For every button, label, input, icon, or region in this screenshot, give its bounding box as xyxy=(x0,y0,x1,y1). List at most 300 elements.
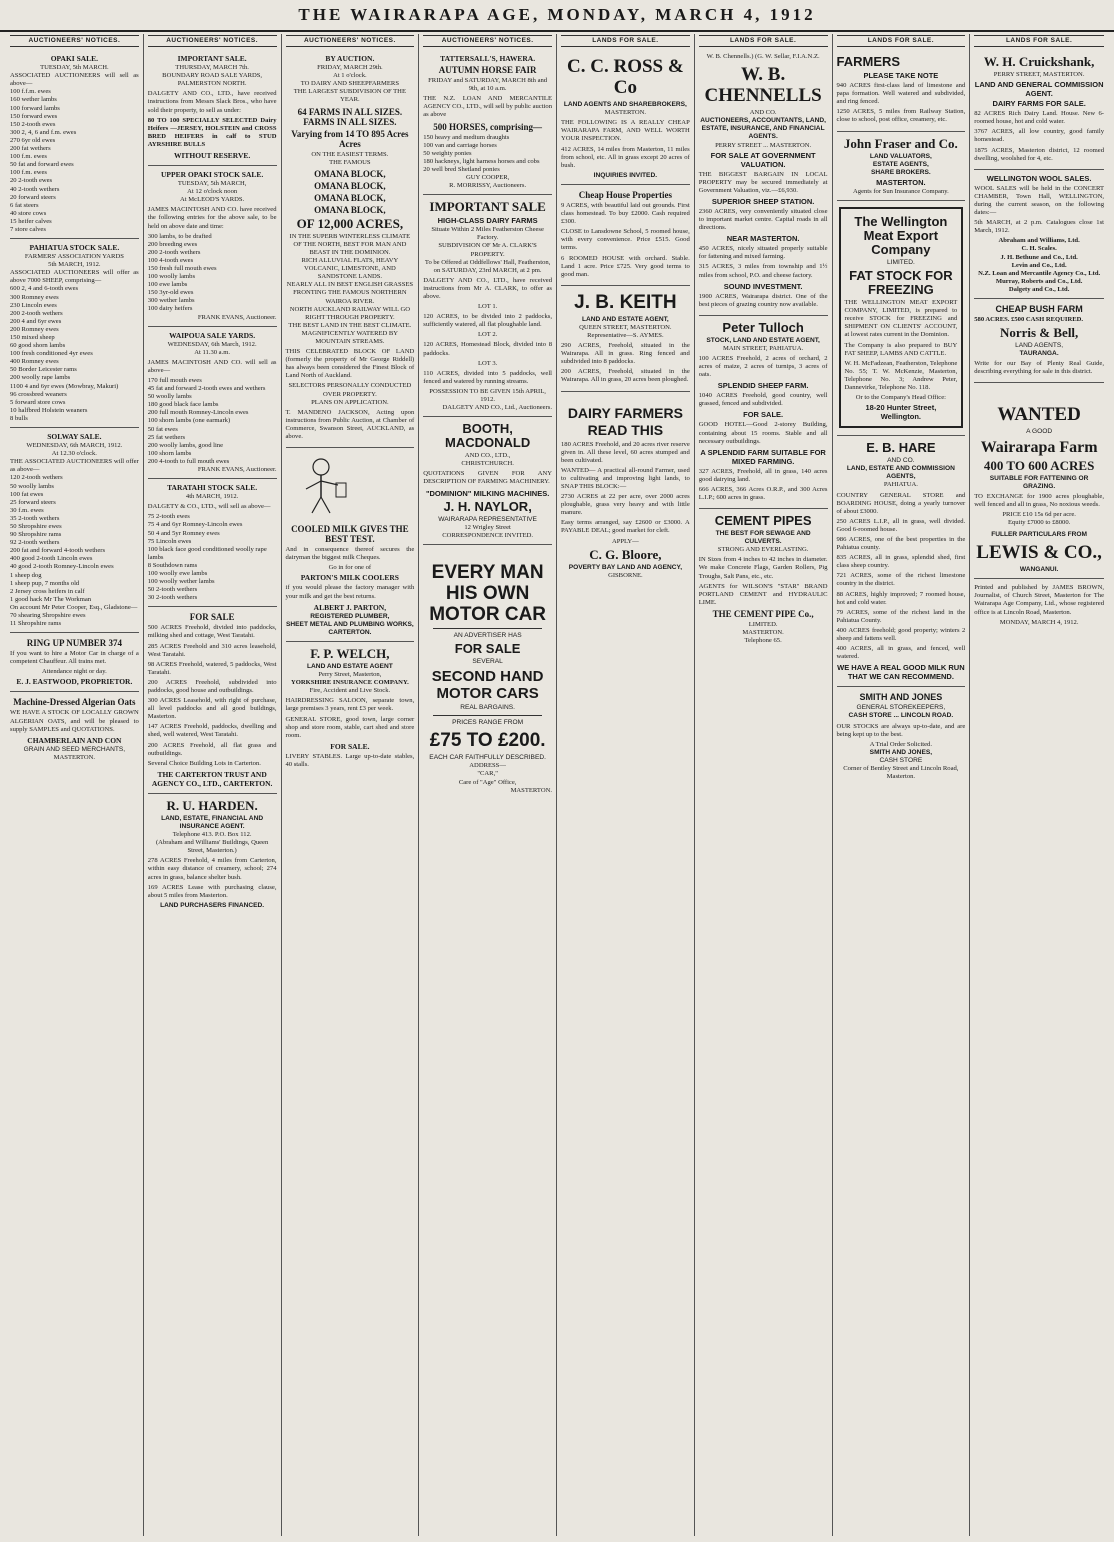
ad-line: AND CO., LTD., xyxy=(464,452,511,460)
ad-line: HIGH-CLASS DAIRY FARMS xyxy=(437,216,538,226)
ad-line: WITHOUT RESERVE. xyxy=(173,151,251,161)
ad-farmers-please-take-note xyxy=(837,50,966,131)
ad-line: 8 bulls xyxy=(10,414,28,422)
ad-line: 120 2-tooth wethers xyxy=(10,474,63,482)
column-header: AUCTIONEERS' NOTICES. xyxy=(148,35,277,47)
ad-line: At 11.30 a.m. xyxy=(194,348,231,356)
ad-line: if you would please the factory manager with your milk and get the best returns. xyxy=(285,584,415,600)
ad-line: SHEET METAL AND PLUMBING WORKS, CARTERTON. xyxy=(286,620,414,636)
ad-line: Several Choice Building Lots in Carterton. xyxy=(147,759,261,767)
ad-title: DAIRY FARMERS READ THIS xyxy=(567,404,683,438)
ad-line: 1 sheep dog xyxy=(10,571,42,579)
ad-line: GOOD HOTEL—Good 2-storey Building, containing about 15 rooms. Stable and all necessary outbuildings. xyxy=(698,421,828,445)
ad-line: 285 ACRES Freehold and 310 acres leasehold, West Taratahi. xyxy=(147,642,277,658)
ad-line: IN THE SUPERB WINTERLESS CLIMATE OF THE NORTH, BEST FOR MAN AND BEAST IN THE DOMINION. xyxy=(289,232,411,256)
ad-line: 18-20 Hunter Street, Wellington. xyxy=(865,403,937,422)
ad-line: FOR SALE xyxy=(454,640,521,656)
ad-line: JAMES MACINTOSH AND CO. will sell as above— xyxy=(147,358,277,374)
ad-line: PLANS ON APPLICATION. xyxy=(311,398,389,406)
ad-line: Dalgety and Co., Ltd. xyxy=(1008,285,1070,293)
ad-line: Write for our Bay of Plenty Real Guide, describing everything for sale in this district. xyxy=(974,360,1104,376)
ad-title: FARMERS xyxy=(836,54,901,70)
ad-line: LAND PURCHASERS FINANCED. xyxy=(160,901,265,909)
ad-line: MAIN STREET, PAHIATUA. xyxy=(723,344,804,352)
ad-line: WE HAVE A REAL GOOD MILK RUN THAT WE CAN RECOMMEND. xyxy=(837,663,965,682)
ad-line: REGISTERED PLUMBER, xyxy=(310,612,390,620)
ad-line: ASSOCIATED AUCTIONEERS will offer as above 7000 SHEEP, comprising— xyxy=(10,269,139,285)
ad-line: QUEEN STREET, MASTERTON. xyxy=(579,323,672,331)
ad-line: NEAR MASTERTON. xyxy=(726,234,800,244)
ad-line: 200 full mouth Romney-Lincoln ewes xyxy=(147,409,249,417)
ad-line: THE WELLINGTON MEAT EXPORT COMPANY, LIMITED, is prepared to receive STOCK for FREEZING and SHIPMENT ON CLIENTS' ACCOUNT, at lowest rates current in the Dominion. xyxy=(844,299,958,339)
ad-line: Murray, Roberts and Co., Ltd. xyxy=(995,277,1083,285)
ad-line: 15 heifer calves xyxy=(10,217,52,225)
ad-title: BOOTH, MACDONALD xyxy=(445,421,531,451)
column-header: LANDS FOR SALE. xyxy=(699,35,828,47)
ad-line: 100 f.m. ewes xyxy=(10,169,47,177)
ad-line: At 12 o'clock noon xyxy=(187,188,238,196)
ad-line: NORTH AUCKLAND RAILWAY WILL GO RIGHT THROUGH PROPERTY. xyxy=(289,305,410,321)
ad-line: "CAR," xyxy=(477,770,498,778)
ad-john-fraser xyxy=(837,132,966,201)
ad-line: GISBORNE. xyxy=(608,571,643,579)
ad-line: CASH STORE ... LINCOLN ROAD. xyxy=(848,712,954,720)
ad-line: THE ASSOCIATED AUCTIONEERS will offer as above— xyxy=(10,458,139,474)
column-8 xyxy=(970,34,1108,1536)
ad-line: 120 ACRES, Homestead Block, divided into 8 paddocks. xyxy=(423,341,552,357)
ad-line: 100 woolly ewe lambs xyxy=(147,569,208,577)
ad-line: 180 hackneys, light harness horses and cobs xyxy=(423,157,540,165)
ad-line: 290 ACRES, Freehold, situated in the Wairarapa. All in grass. Ring fenced and subdivided into 8 paddocks. xyxy=(561,342,690,366)
ad-line: PRICES RANGE FROM xyxy=(452,719,524,727)
ad-line: C. G. Bloore, xyxy=(589,546,662,562)
ad-title: WANTED xyxy=(997,404,1081,426)
ad-line: THE N.Z. LOAN AND MERCANTILE AGENCY CO., LTD., will sell by public auction as above xyxy=(423,95,552,119)
ad-wellington-wool-sales xyxy=(974,170,1104,299)
ad-line: SPLENDID SHEEP FARM. xyxy=(717,381,809,391)
ad-line: GENERAL STOREKEEPERS, xyxy=(856,704,946,712)
ad-line: Corner of Bentley Street and Lincoln Road, Masterton. xyxy=(843,764,959,781)
ad-line: W. H. McFadzean, Featherston, Telephone No. 55; T. W. McKenzie, Masterton, Telephone No. 3; Andrew Peter, Dannevirke, Telephone No. 118. xyxy=(844,359,958,391)
column-7 xyxy=(833,34,971,1536)
ad-line: DALGETY & CO., LTD., will sell as above— xyxy=(147,503,271,511)
ad-line: 100 f.f.m. ewes xyxy=(10,88,51,96)
ad-line: FRONTING THE FAMOUS NORTHERN WAIROA RIVER. xyxy=(293,289,407,305)
ad-title: CEMENT PIPES xyxy=(714,513,812,529)
ad-line: 100 f.m. ewes xyxy=(10,153,47,161)
ad-line: SEVERAL xyxy=(472,657,503,665)
ad-line: 412 ACRES, 14 miles from Masterton, 11 miles from school, etc. All in grass except 20 acres of bush. xyxy=(561,145,690,169)
ad-line: Agents for Sun Insurance Company. xyxy=(853,187,949,195)
ad-line: AUTUMN HORSE FAIR xyxy=(438,65,537,76)
ad-line: 120 ACRES, to be divided into 2 paddocks, sufficiently watered, all flat ploughable land. xyxy=(423,313,552,329)
ad-title: John Fraser and Co. xyxy=(843,135,958,151)
ad-title: C. C. ROSS & Co xyxy=(567,56,684,99)
ad-line: 20 2-tooth ewes xyxy=(10,177,53,185)
ad-title: SOLWAY SALE. xyxy=(47,432,102,442)
ad-title: COOLED MILK GIVES THE BEST TEST. xyxy=(291,524,409,545)
ad-line: PRICE £10 15s 6d per acre. xyxy=(1002,510,1076,518)
ad-title: WELLINGTON WOOL SALES. xyxy=(986,173,1092,183)
ad-line: 5th MARCH, 1912. xyxy=(48,261,101,269)
ad-important-sale xyxy=(148,50,277,166)
ad-line: 60 good shorn lambs xyxy=(10,342,66,350)
ad-line: 7 store calves xyxy=(10,225,46,233)
ad-line: THE CARTERTON TRUST AND AGENCY CO., LTD., CARTERTON. xyxy=(151,769,273,788)
ad-line: MASTERTON. xyxy=(742,629,784,637)
ad-line: 50 Border Leicester rams xyxy=(10,366,77,374)
ad-line: 200 ACRES Freehold, subdivided into paddocks, good house and outbuildings. xyxy=(147,678,277,694)
ad-booth-macdonald xyxy=(423,417,552,545)
ad-line: R. MORRISSY, Auctioneers. xyxy=(449,182,527,190)
ad-line: 2 Jersey cross heifers in calf xyxy=(10,587,85,595)
ad-title: IMPORTANT SALE. xyxy=(177,54,247,64)
ad-line: 90 Shropshire rams xyxy=(10,531,62,539)
ad-line: LAND, ESTATE AND COMMISSION AGENTS, xyxy=(846,465,955,481)
boxed-ad xyxy=(839,207,964,428)
ad-line: At 12.30 o'clock. xyxy=(51,450,97,458)
ad-line: DALGETY AND CO., LTD., have received instructions from Mr A. CLARK, to offer as above. xyxy=(423,276,552,300)
ad-line: NEARLY ALL IN BEST ENGLISH GRASSES xyxy=(286,281,414,289)
ad-line: Fire, Accident and Live Stock. xyxy=(309,687,391,695)
ad-line: LAND AGENTS AND SHAREBROKERS, xyxy=(563,101,687,109)
imprint-date: MONDAY, MARCH 4, 1912. xyxy=(999,618,1079,626)
ad-line: 3767 ACRES, all low country, good family homestead. xyxy=(974,128,1104,144)
ad-line: 1040 ACRES Freehold, good country, well grassed, fenced and subdivided. xyxy=(698,392,828,408)
column-header: LANDS FOR SALE. xyxy=(837,35,966,47)
ad-waipoua-sale-yards xyxy=(148,327,277,480)
ad-line: £75 TO £200. xyxy=(429,730,546,752)
ad-cc-ross xyxy=(561,50,690,185)
ad-line: 721 ACRES, some of the richest limestone country in the district. xyxy=(836,572,966,588)
ad-wellington-meat-export xyxy=(837,201,966,436)
ad-line: 25 fat wethers xyxy=(147,433,186,441)
ad-line: FRANK EVANS, Auctioneer. xyxy=(197,313,277,321)
ad-line: 100 4-tooth ewes xyxy=(147,256,194,264)
ad-line: 50 fat ewes xyxy=(147,425,178,433)
ad-line: 40 store cows xyxy=(10,209,47,217)
ad-pahiatua-stock-sale xyxy=(10,239,139,428)
ad-line: YORKSHIRE INSURANCE COMPANY. xyxy=(290,679,409,687)
ad-line: 200 ACRES Freehold, all flat grass and outbuildings. xyxy=(147,741,277,757)
ad-line: 300 ACRES Leasehold, with right of purchase, all level paddocks and all good buildings, Masterton. xyxy=(147,697,277,721)
ad-line: 100 shorn lambs (one earmark) xyxy=(147,417,231,425)
ad-line: TUESDAY, 5th MARCH, xyxy=(177,180,247,188)
ad-line: N.Z. Loan and Mercantile Agency Co., Ltd. xyxy=(978,269,1101,277)
ad-line: MASTERTON. xyxy=(53,753,96,761)
ad-line: STRONG AND EVERLASTING. xyxy=(717,546,809,554)
ad-line: AN ADVERTISER HAS xyxy=(453,631,522,639)
ad-line: 169 ACRES Lease with purchasing clause, about 5 miles from Masterton. xyxy=(147,883,277,899)
column-header: LANDS FOR SALE. xyxy=(974,35,1104,47)
ad-line: 160 wether lambs xyxy=(10,96,57,104)
ad-line: 50 2-tooth wethers xyxy=(147,586,198,594)
ad-eb-hare xyxy=(837,436,966,687)
ad-line: THE BEST LAND IN THE BEST CLIMATE. xyxy=(288,321,412,329)
ad-line: 100 woolly lambs xyxy=(147,273,196,281)
ad-line: 200 4 and 6yr ewes xyxy=(10,317,62,325)
ad-line: 250 ACRES L.I.P., all in grass, well divided. Good 6-roomed house. xyxy=(836,517,966,533)
ad-title: Machine-Dressed Algerian Oats xyxy=(13,697,136,708)
ad-line: J. H. NAYLOR, xyxy=(443,498,532,514)
ad-line: WANGANUI. xyxy=(1019,566,1059,574)
ad-line: 1 sheep pup, 7 months old xyxy=(10,579,80,587)
ad-ru-harden xyxy=(148,794,277,914)
ad-wh-cruickshank xyxy=(974,50,1104,170)
ad-line: 9 ACRES, with beautiful laid out grounds. First class homestead. To buy £2000. Cash required £300. xyxy=(561,201,690,226)
ad-line: ADDRESS— xyxy=(469,762,506,770)
ad-line: ESTATE AGENTS, xyxy=(872,160,929,168)
ad-line: C. H. Scales. xyxy=(1021,245,1057,253)
ad-line: 200 ACRES, Freehold, situated in the Wairarapa. All in grass, 20 acres been ploughed. xyxy=(561,368,690,384)
ad-body xyxy=(10,253,139,423)
ad-line: (Abraham and Williams' Buildings, Queen Street, Masterton.) xyxy=(155,839,269,855)
ad-line: 300 lambs, to be drafted xyxy=(147,232,212,240)
ad-title: Peter Tulloch xyxy=(722,319,804,335)
ad-line: FOR SALE AT GOVERNMENT VALUATION. xyxy=(710,150,816,169)
ad-line: OMANA BLOCK, xyxy=(314,168,386,179)
ad-line: PLEASE TAKE NOTE xyxy=(863,71,939,81)
ad-line: THE BEST FOR SEWAGE AND CULVERTS. xyxy=(715,530,811,546)
ad-line: 64 FARMS IN ALL SIZES. FARMS IN ALL SIZES. xyxy=(297,106,403,127)
ad-line: INQUIRIES INVITED. xyxy=(593,171,658,179)
ad-line: If you want to hire a Motor Car in charge of a competent Chauffeur. All trains met. xyxy=(10,650,139,666)
ad-line: 200 breeding ewes xyxy=(147,240,198,248)
ad-line: CLOSE to Lansdowne School, 5 roomed house, with every convenience. Price £515. Good terms. xyxy=(561,228,690,252)
column-6 xyxy=(695,34,833,1536)
ad-line: 180 ACRES Freehold, and 20 acres river reserve given in. All these level, 60 acres stumped and been cultivated. xyxy=(561,440,690,464)
ad-line: FRANK EVANS, Auctioneer. xyxy=(197,466,277,474)
ad-line: ON THE EASIEST TERMS. xyxy=(311,150,389,158)
ad-line: 20 well bred Shetland ponies xyxy=(423,165,500,173)
ad-line: 10 halfbred Holstein weaners xyxy=(10,406,88,414)
ad-line: AGENTS for WILSON'S "STAR" BRAND PORTLAND CEMENT and HYDRAULIC LIME. xyxy=(698,582,828,606)
ad-line: AUCTIONEERS, ACCOUNTANTS, LAND, ESTATE, INSURANCE, AND FINANCIAL AGENTS. xyxy=(700,117,826,141)
column-2 xyxy=(144,34,282,1536)
ad-line: 50 Shropshire ewes xyxy=(10,522,62,530)
ad-line: WOOL SALES will be held in the CONCERT CHAMBER, Town Hall, WELLINGTON, during the current season, on the following dates:— xyxy=(974,184,1104,217)
ad-line: On account Mr Peter Cooper, Esq., Gladstone— xyxy=(10,603,138,611)
ad-line: Telephone 65. xyxy=(744,637,782,645)
ad-line: FOR SALE. xyxy=(330,741,370,751)
imprint-text: Printed and published by JAMES BROWN, Journalist, of Church Street, Masterton for The Wairarapa Age Company, Ltd., whose registered office is at Lincoln Road, Masterton. xyxy=(974,584,1104,616)
ad-line: 100 dairy heifers xyxy=(147,305,193,313)
ad-line: 500 HORSES, comprising— xyxy=(433,121,542,132)
ad-line: THURSDAY, MARCH 7th. xyxy=(175,64,249,72)
ad-line: Care of "Age" Office, xyxy=(458,778,517,786)
ad-cheap-house-properties xyxy=(561,185,690,286)
ad-line: SOUND INVESTMENT. xyxy=(723,281,803,291)
ad-line: PERRY STREET ... MASTERTON. xyxy=(715,141,812,149)
ad-line: SECOND HAND MOTOR CARS xyxy=(431,668,544,703)
ad-line: BOUNDARY ROAD SALE YARDS, PALMERSTON NORTH. xyxy=(162,72,263,88)
ad-line: AND CO. xyxy=(749,109,777,117)
ad-line: 2730 ACRES at 22 per acre, over 2000 acres ploughable, grass very heavy and with little manure. xyxy=(561,493,690,517)
ad-line: 200 2-tooth wethers xyxy=(147,248,201,256)
ad-line: 50 4 and 5yr Romney ewes xyxy=(147,529,220,537)
ad-line: 2360 ACRES, very conveniently situated close to important market centre. Capital roads in all directions. xyxy=(698,207,828,232)
ad-line: LAND AND GENERAL COMMISSION AGENT. xyxy=(974,80,1104,99)
ad-line: A SPLENDID FARM SUITABLE FOR MIXED FARMING. xyxy=(700,447,826,466)
ad-line: LAND AND ESTATE AGENT, xyxy=(581,315,669,323)
ad-line: QUOTATIONS GIVEN FOR ANY DESCRIPTION OF FARMING MACHINERY. xyxy=(423,470,552,486)
ad-line: 200 2-tooth wethers xyxy=(10,309,63,317)
ad-line: Equity £7000 to £8000. xyxy=(1007,519,1071,526)
ad-line: 6 ROOMED HOUSE with orchard. Stable. Land 1 acre. Price £725. Very good terms to good man. xyxy=(561,254,690,278)
ad-line: Abraham and Williams, Ltd. xyxy=(998,237,1080,245)
ad-body xyxy=(10,64,139,234)
ad-line: 82 ACRES Rich Dairy Land. House. New 6-roomed house, hot and cold water. xyxy=(974,110,1104,126)
column-header: AUCTIONEERS' NOTICES. xyxy=(286,35,415,47)
ad-cheap-bush-farm xyxy=(974,299,1104,383)
ad-line: OF 12,000 ACRES, xyxy=(296,215,404,231)
ad-line: PAHIATUA. xyxy=(883,481,918,489)
ad-line: Perry Street, Masterton, xyxy=(318,671,382,679)
ad-line: Representative—S. AYMES. xyxy=(587,331,664,339)
ad-line: DALGETY AND CO., LTD., have received instructions from Messrs Slack Bros., who have sold their property, to sell as under: xyxy=(147,90,277,114)
ad-line: Situate Within 2 Miles Featherston Cheese Factory. xyxy=(431,226,544,242)
ad-line: Wairarapa Farm xyxy=(980,438,1098,456)
ad-fp-welch xyxy=(286,642,415,775)
ad-line: 300 Romney ewes xyxy=(10,293,59,301)
ad-line: AND CO. xyxy=(887,457,915,465)
ad-body xyxy=(10,442,139,628)
ad-line: JAMES MACINTOSH AND CO. have received the following entries for the above sale, to be held on above date and time: xyxy=(147,206,277,230)
ad-line: A GOOD xyxy=(1026,428,1053,436)
ad-line: TO DAIRY AND SHEEPFARMERS xyxy=(300,80,399,88)
ad-line: 170 full mouth ewes xyxy=(147,377,202,384)
ad-line: LOT 3. xyxy=(477,359,498,367)
ad-wanted-farm xyxy=(974,383,1104,579)
ad-title: TARATAHI STOCK SALE. xyxy=(167,483,258,493)
ad-line: W. B. Chennells.) (G. W. Sellar, F.I.A.N.Z. xyxy=(706,53,820,61)
ad-title: J. B. KEITH xyxy=(574,291,677,313)
ad-line: HAIRDRESSING SALOON, separate town, large premises 3 years, rent £3 per week. xyxy=(285,697,415,713)
ad-line: PARTON'S MILK COOLERS xyxy=(300,573,399,583)
ad-line: THE LARGEST SUBDIVISION OF THE YEAR. xyxy=(293,88,406,104)
ad-line: 400 good 2-tooth Lincoln ewes xyxy=(10,555,93,563)
ad-line: 1 good hack Mr The Workman xyxy=(10,595,92,603)
ad-line: 200 Romney ewes xyxy=(10,325,59,333)
ad-line: 600 2, 4 and 6-tooth ewes xyxy=(10,285,79,293)
ad-line: 50 weighty ponies xyxy=(423,149,472,157)
ad-line: THE BIGGEST BARGAIN IN LOCAL PROPERTY may be secured immediately at Government Valuation, viz.—£6,930. xyxy=(698,170,828,194)
ad-title: W. B. CHENNELLS xyxy=(704,64,822,107)
ad-line: 35 2-tooth wethers xyxy=(10,514,60,522)
ad-omana-block-auction xyxy=(286,50,415,448)
ad-line: THE FOLLOWING IS A REALLY CHEAP WAIRARAPA FARM, AND WELL WORTH YOUR INSPECTION. xyxy=(561,119,690,143)
ad-taratahi-stock-sale xyxy=(148,479,277,607)
ad-line: 50 fat and forward ewes xyxy=(10,161,74,169)
ad-line: 11 Shropshire rams xyxy=(10,620,62,628)
ad-line: FRIDAY, MARCH 29th. xyxy=(317,64,383,72)
ad-line: FAT STOCK FOR FREEZING xyxy=(849,268,953,298)
ad-line: At 1 o'clock. xyxy=(333,72,367,80)
ad-cement-pipes xyxy=(699,509,828,649)
ad-title: EVERY MAN HIS OWN MOTOR CAR xyxy=(429,561,547,625)
ad-line: 30 f.m. ewes xyxy=(10,506,44,514)
ad-line: POSSESSION TO BE GIVEN 15th APRIL, 1912. xyxy=(429,387,546,403)
ad-line: 100 ewe lambs xyxy=(147,281,188,289)
ad-line: WEDNESDAY, 6th March, 1912. xyxy=(167,340,257,348)
ad-line: THE CEMENT PIPE Co., xyxy=(712,608,814,619)
ad-line: 327 ACRES, Freehold, all in grass, 140 acres good dairying land. xyxy=(698,467,828,483)
ad-line: 50 woolly lambs xyxy=(10,482,54,490)
ad-motor-car-hire xyxy=(10,633,139,692)
ad-line: 20 forward steers xyxy=(10,193,56,201)
ad-line: THE FAMOUS xyxy=(329,158,371,166)
ad-smith-and-jones xyxy=(837,687,966,785)
ad-line: REAL BARGAINS. xyxy=(460,704,515,712)
ad-line: OMANA BLOCK, xyxy=(314,192,386,203)
ad-title: Cheap House Properties xyxy=(578,189,673,200)
ad-line: FOR SALE. xyxy=(743,410,784,420)
ad-line: Norris & Bell, xyxy=(999,325,1079,341)
ad-line: SELECTORS PERSONALLY CONDUCTED OVER PROPERTY. xyxy=(288,382,412,398)
ad-line: MASTERTON. xyxy=(604,109,647,117)
ad-line: 75 4 and 6yr Romney-Lincoln ewes xyxy=(147,521,243,529)
ad-line: LOT 2. xyxy=(477,331,498,339)
ad-line: 30 2-tooth wethers xyxy=(147,594,198,602)
ad-line: LIVERY STABLES. Large up-to-date stables, 40 stalls. xyxy=(285,752,415,768)
ad-line: CASH STORE xyxy=(879,756,923,764)
ad-title: RING UP NUMBER 374 xyxy=(26,638,122,649)
ad-line: LOT 1. xyxy=(477,303,498,311)
ad-line: "DOMINION" MILKING MACHINES. xyxy=(425,488,550,498)
column-5 xyxy=(557,34,695,1536)
ad-line: FRIDAY and SATURDAY, MARCH 8th and 9th, at 10 a.m. xyxy=(428,77,548,93)
ad-line: TO EXCHANGE for 1900 acres ploughable, well fenced and all in grass, No noxious weeds. xyxy=(974,492,1104,508)
ad-line: MASTERTON. xyxy=(510,786,552,794)
ad-line: SUPERIOR SHEEP STATION. xyxy=(711,196,815,206)
ad-line: And in consequence thereof secures the dairyman the biggest milk Cheques. xyxy=(285,546,415,562)
ad-line: The Company is also prepared to BUY FAT SHEEP, LAMBS AND CATTLE. xyxy=(844,341,958,357)
ad-title: PAHIATUA STOCK SALE. xyxy=(29,243,120,253)
ad-line: RICH ALLUVIAL FLATS, HEAVY VOLCANIC, LIMESTONE, AND SANDSTONE LANDS. xyxy=(301,257,399,281)
ad-line: 70 shearing Shropshire ewes xyxy=(10,612,86,619)
ad-line: GENERAL STORE, good town, large corner shop and store room, stable, cart shed and store room. xyxy=(285,715,415,739)
ad-line: J. H. Bethune and Co., Ltd. xyxy=(1000,253,1078,261)
ad-line: ALBERT J. PARTON, xyxy=(313,602,387,612)
ad-line: To be Offered at Oddfellows' Hall, Featherston, on SATURDAY, 23rd MARCH, at 2 pm. xyxy=(424,258,551,274)
ad-line: Varying from 14 TO 895 Acres Acres xyxy=(291,128,409,149)
ad-line: 25 forward steers xyxy=(10,498,56,506)
ad-line: 278 ACRES Freehold, 4 miles from Carterton, within easy distance of creamery, school; 274 acres in grass, balance shelter bush. xyxy=(147,857,277,881)
ad-line: 1875 ACRES, Masterton district, 12 roomed dwelling, woolshed for 4, etc. xyxy=(974,146,1104,162)
ad-line: 45 fat and forward 2-tooth ewes and wethers xyxy=(147,385,266,393)
ad-line: 98 ACRES Freehold, watered, 5 paddocks, West Taratahi. xyxy=(147,660,277,676)
ad-line: OUR STOCKS are always up-to-date, and are being kept up to the best. xyxy=(836,722,966,738)
ad-peter-tulloch xyxy=(699,316,828,509)
ad-line: E. J. EASTWOOD, PROPRIETOR. xyxy=(16,677,133,687)
ad-line: 150 2-tooth ewes xyxy=(10,120,56,128)
ad-line: 100 woolly wether lambs xyxy=(147,578,215,586)
ad-line: CHRISTCHURCH. xyxy=(461,460,514,468)
ad-for-sale-carterton xyxy=(148,607,277,794)
ad-line: WAIRARAPA REPRESENTATIVE xyxy=(438,515,537,523)
ad-line: 400 TO 600 ACRES xyxy=(983,457,1095,473)
ad-line: FARMERS' ASSOCIATION YARDS xyxy=(24,253,124,261)
masthead: THE WAIRARAPA AGE, MONDAY, MARCH 4, 1912 xyxy=(0,0,1114,32)
ad-line: 92 2-tooth wethers xyxy=(10,539,60,547)
ad-line: 150 fresh full mouth ewes xyxy=(147,264,217,272)
ad-title: TATTERSALL'S, HAWERA. xyxy=(440,54,536,64)
ad-line: TUESDAY, 5th MARCH. xyxy=(40,64,109,72)
ad-line: 200 4-tooth to full mouth ewes xyxy=(147,457,230,465)
ad-title: BY AUCTION. xyxy=(325,54,375,64)
ad-line: 270 6yr old ewes xyxy=(10,136,56,144)
ad-line: SUBDIVISION OF Mr A. CLARK'S PROPERTY. xyxy=(438,242,537,258)
